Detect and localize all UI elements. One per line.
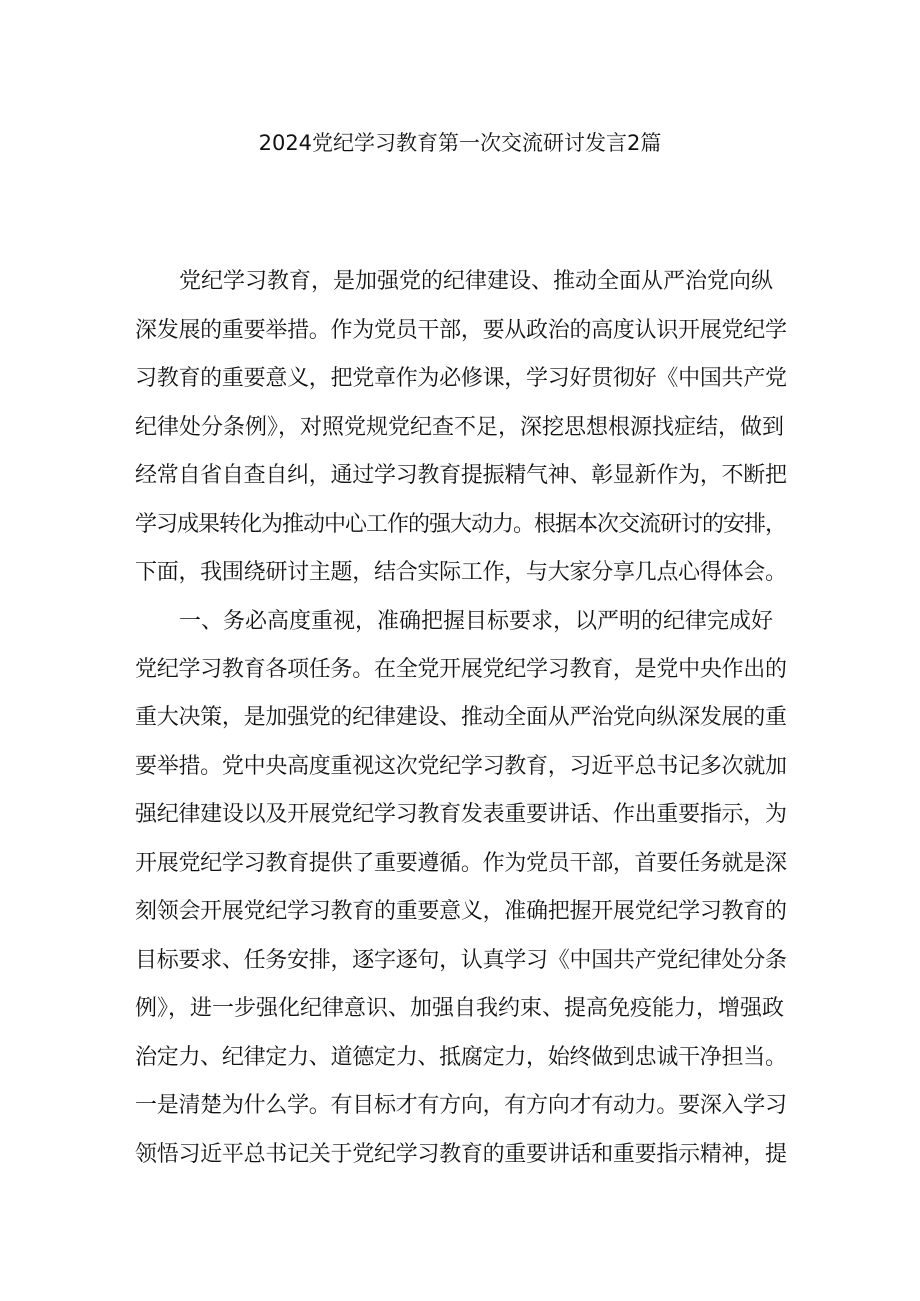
text-line: 深发展的重要举措。作为党员干部，要从政治的高度认识开展党纪学 (135, 318, 787, 343)
text-line: 党纪学习教育各项任务。在全党开展党纪学习教育，是党中央作出的 (135, 657, 787, 682)
text-line: 例》，进一步强化纪律意识、加强自我约束、提高免疫能力，增强政 (135, 996, 785, 1021)
text-line: 目标要求、任务安排，逐字逐句，认真学习《中国共产党纪律处分条 (135, 948, 787, 973)
text-line: 要举措。党中央高度重视这次党纪学习教育，习近平总书记多次就加 (135, 754, 787, 779)
document-title: 2024党纪学习教育第一次交流研讨发言2篇 (258, 131, 662, 155)
text-line: 纪律处分条例》，对照党规党纪查不足，深挖思想根源找症结，做到 (135, 415, 785, 440)
text-line: 强纪律建设以及开展党纪学习教育发表重要讲话、作出重要指示，为 (135, 802, 787, 827)
text-line: 下面，我围绕研讨主题，结合实际工作，与大家分享几点心得体会。 (135, 560, 787, 585)
text-line: 一是清楚为什么学。有目标才有方向，有方向才有动力。要深入学习 (135, 1093, 787, 1118)
text-line: 开展党纪学习教育提供了重要遵循。作为党员干部，首要任务就是深 (135, 851, 787, 876)
text-line: 重大决策，是加强党的纪律建设、推动全面从严治党向纵深发展的重 (135, 705, 787, 730)
text-line: 刻领会开展党纪学习教育的重要意义，准确把握开展党纪学习教育的 (135, 899, 787, 924)
text-line: 党纪学习教育，是加强党的纪律建设、推动全面从严治党向纵 (179, 269, 774, 294)
text-line: 经常自省自查自纠，通过学习教育提振精气神、彰显新作为，不断把 (135, 463, 787, 488)
text-line: 学习成果转化为推动中心工作的强大动力。根据本次交流研讨的安排， (135, 512, 787, 537)
text-line: 习教育的重要意义，把党章作为必修课，学习好贯彻好《中国共产党 (135, 366, 787, 391)
text-line: 领悟习近平总书记关于党纪学习教育的重要讲话和重要指示精神，提 (135, 1142, 787, 1167)
text-line: 一、务必高度重视，准确把握目标要求，以严明的纪律完成好 (179, 609, 774, 634)
text-line: 治定力、纪律定力、道德定力、抵腐定力，始终做到忠诚干净担当。 (135, 1045, 787, 1070)
